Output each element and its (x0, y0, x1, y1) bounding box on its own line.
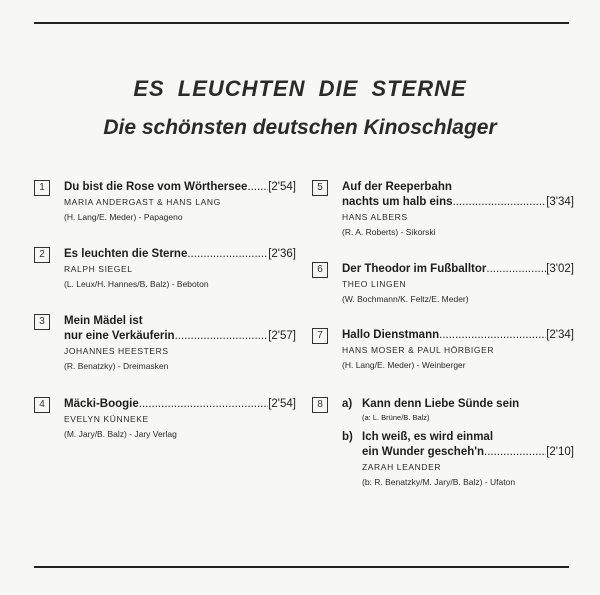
song-title: Mäcki-Boogie ..... [2'54] (64, 397, 296, 412)
track-duration: [2'54] (268, 181, 296, 193)
song-title-line-2: ein Wunder gescheh'n (362, 446, 485, 458)
artist: RALPH SIEGEL (64, 264, 133, 274)
part-credit: (a: L. Brüne/B. Balz) (362, 413, 430, 422)
track-duration: [3'34] (546, 196, 574, 208)
song-title-line-2: nachts um halb eins ..... [3'34] (342, 195, 574, 210)
track-number: 2 (34, 247, 50, 263)
song-title: Kann denn Liebe Sünde sein (362, 398, 520, 410)
part-label: a) (342, 398, 353, 410)
part-label: b) (342, 431, 353, 443)
song-title-line-1: Auf der Reeperbahn (342, 181, 452, 193)
medley-part-b (342, 430, 574, 488)
song-title-line-1: Ich weiß, es wird einmal (362, 431, 494, 443)
track-duration: [3'02] (546, 263, 574, 275)
track-number: 5 (312, 180, 328, 196)
song-title: Hallo Dienstmann ..... [2'34] (342, 328, 574, 343)
track-number: 3 (34, 314, 50, 330)
track-duration: [2'57] (268, 330, 296, 342)
track-duration: [2'36] (268, 248, 296, 260)
song-title: Der Theodor im Fußballtor ..... [3'02] (342, 262, 574, 277)
track-number: 7 (312, 328, 328, 344)
credits: (W. Bochmann/K. Feltz/E. Meder) (342, 294, 469, 304)
track-number: 6 (312, 262, 328, 278)
medley-part-a (342, 397, 574, 423)
track-number: 8 (312, 397, 328, 413)
credits: (R. Benatzky) - Dreimasken (64, 361, 169, 371)
track-duration: [2'54] (268, 398, 296, 410)
album-title: ES LEUCHTEN DIE STERNE (133, 76, 467, 101)
song-title: Du bist die Rose vom Wörthersee ..... [2'54] (64, 180, 296, 195)
artist: EVELYN KÜNNEKE (64, 414, 149, 424)
artist: HANS ALBERS (342, 212, 408, 222)
track-duration: [2'34] (546, 329, 574, 341)
credits: (H. Lang/E. Meder) - Weinberger (342, 360, 466, 370)
artist: ZARAH LEANDER (362, 462, 442, 472)
artist: HANS MOSER & PAUL HÖRBIGER (342, 345, 495, 355)
album-subtitle: Die schönsten deutschen Kinoschlager (103, 116, 497, 139)
credits: (H. Lang/E. Meder) - Papageno (64, 212, 183, 222)
song-title-line-1: Mein Mädel ist (64, 315, 143, 327)
credits: (b: R. Benatzky/M. Jary/B. Balz) - Ufaton (362, 477, 516, 487)
credits: (M. Jary/B. Balz) - Jary Verlag (64, 429, 177, 439)
song-title-line-2: nur eine Verkäuferin ..... [2'57] (64, 329, 296, 344)
credits: (R. A. Roberts) - Sikorski (342, 227, 436, 237)
track-duration: [2'10] (546, 446, 574, 458)
credits: (L. Leux/H. Hannes/B. Balz) - Beboton (64, 279, 209, 289)
track-number: 1 (34, 180, 50, 196)
top-rule (34, 22, 569, 24)
song-title: Es leuchten die Sterne ..... [2'36] (64, 247, 296, 262)
artist: THEO LINGEN (342, 279, 407, 289)
artist: MARIA ANDERGAST & HANS LANG (64, 197, 221, 207)
track-number: 4 (34, 397, 50, 413)
bottom-rule (34, 566, 569, 568)
artist: JOHANNES HEESTERS (64, 346, 169, 356)
